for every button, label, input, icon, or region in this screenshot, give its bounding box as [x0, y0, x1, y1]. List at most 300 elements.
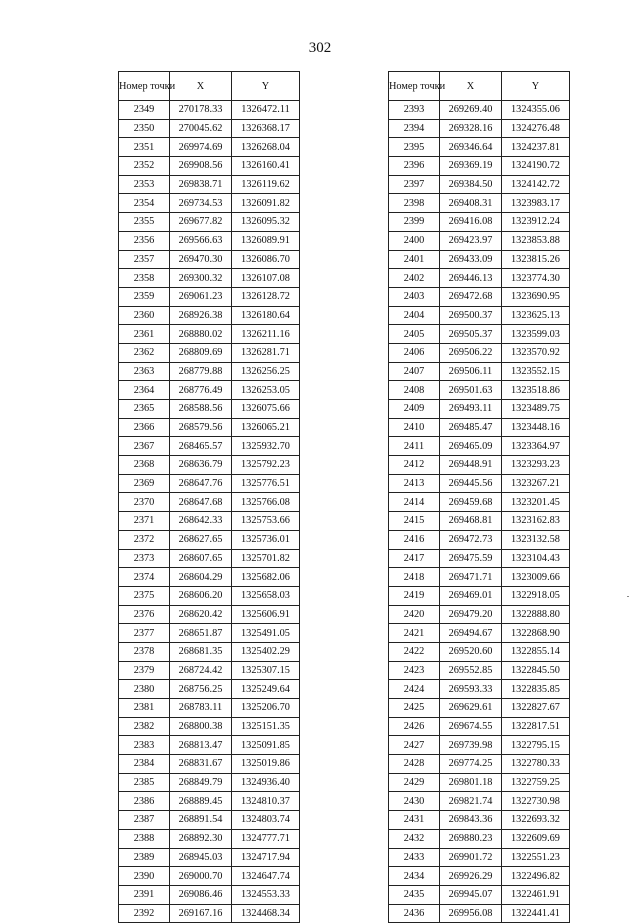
cell-point-number: 2390	[119, 867, 170, 886]
cell-y: 1323912.24	[502, 213, 570, 232]
cell-y: 1324647.74	[232, 867, 300, 886]
table-row	[389, 418, 570, 437]
cell-point-number: 2387	[119, 811, 170, 830]
cell-point-number: 2361	[119, 325, 170, 344]
cell-point-number: 2352	[119, 157, 170, 176]
table-row	[119, 437, 300, 456]
table-row	[389, 101, 570, 120]
table-row	[389, 661, 570, 680]
cell-y: 1325736.01	[232, 530, 300, 549]
cell-x: 269566.63	[170, 231, 232, 250]
cell-point-number: 2422	[389, 642, 440, 661]
cell-point-number: 2381	[119, 699, 170, 718]
cell-point-number: 2404	[389, 306, 440, 325]
cell-point-number: 2424	[389, 680, 440, 699]
cell-point-number: 2384	[119, 755, 170, 774]
cell-x: 269328.16	[440, 119, 502, 138]
cell-x: 268800.38	[170, 717, 232, 736]
table-row	[389, 605, 570, 624]
cell-x: 269269.40	[440, 101, 502, 120]
cell-x: 268642.33	[170, 512, 232, 531]
cell-point-number: 2423	[389, 661, 440, 680]
cell-x: 269472.68	[440, 287, 502, 306]
cell-x: 269801.18	[440, 773, 502, 792]
table-row	[119, 699, 300, 718]
cell-point-number: 2368	[119, 456, 170, 475]
cell-x: 269485.47	[440, 418, 502, 437]
table-row	[119, 549, 300, 568]
cell-x: 269475.59	[440, 549, 502, 568]
table-row	[389, 699, 570, 718]
cell-y: 1322759.25	[502, 773, 570, 792]
table-row	[389, 848, 570, 867]
cell-point-number: 2426	[389, 717, 440, 736]
table-row	[389, 157, 570, 176]
table-row	[119, 119, 300, 138]
cell-point-number: 2431	[389, 811, 440, 830]
cell-point-number: 2400	[389, 231, 440, 250]
cell-point-number: 2380	[119, 680, 170, 699]
cell-point-number: 2413	[389, 474, 440, 493]
cell-y: 1325932.70	[232, 437, 300, 456]
cell-point-number: 2428	[389, 755, 440, 774]
cell-y: 1324190.72	[502, 157, 570, 176]
cell-y: 1325776.51	[232, 474, 300, 493]
table-row	[119, 101, 300, 120]
table-row	[389, 250, 570, 269]
cell-y: 1325249.64	[232, 680, 300, 699]
cell-x: 268606.20	[170, 586, 232, 605]
cell-x: 268809.69	[170, 343, 232, 362]
table-row	[119, 680, 300, 699]
cell-x: 269433.09	[440, 250, 502, 269]
cell-point-number: 2425	[389, 699, 440, 718]
cell-point-number: 2362	[119, 343, 170, 362]
cell-y: 1324777.71	[232, 829, 300, 848]
table-row	[389, 400, 570, 419]
cell-point-number: 2429	[389, 773, 440, 792]
cell-y: 1326119.62	[232, 175, 300, 194]
cell-x: 269465.09	[440, 437, 502, 456]
cell-x: 269593.33	[440, 680, 502, 699]
cell-y: 1326368.17	[232, 119, 300, 138]
cell-x: 269061.23	[170, 287, 232, 306]
cell-y: 1322795.15	[502, 736, 570, 755]
cell-point-number: 2359	[119, 287, 170, 306]
cell-point-number: 2399	[389, 213, 440, 232]
cell-y: 1323364.97	[502, 437, 570, 456]
cell-x: 269739.98	[440, 736, 502, 755]
cell-y: 1322551.23	[502, 848, 570, 867]
cell-x: 269945.07	[440, 885, 502, 904]
table-row	[389, 811, 570, 830]
cell-point-number: 2408	[389, 381, 440, 400]
table-row	[389, 530, 570, 549]
cell-y: 1323201.45	[502, 493, 570, 512]
cell-x: 268627.65	[170, 530, 232, 549]
cell-y: 1323293.23	[502, 456, 570, 475]
cell-x: 268783.11	[170, 699, 232, 718]
cell-point-number: 2401	[389, 250, 440, 269]
cell-y: 1322730.98	[502, 792, 570, 811]
cell-y: 1322609.69	[502, 829, 570, 848]
table-row	[119, 512, 300, 531]
cell-y: 1322845.50	[502, 661, 570, 680]
cell-y: 1323570.92	[502, 343, 570, 362]
cell-point-number: 2351	[119, 138, 170, 157]
cell-point-number: 2370	[119, 493, 170, 512]
cell-y: 1325792.23	[232, 456, 300, 475]
table-row	[389, 512, 570, 531]
table-row	[389, 773, 570, 792]
cell-y: 1326107.08	[232, 269, 300, 288]
cell-y: 1326095.32	[232, 213, 300, 232]
cell-y: 1324355.06	[502, 101, 570, 120]
cell-x: 269423.97	[440, 231, 502, 250]
table-header-row	[119, 72, 300, 101]
cell-point-number: 2386	[119, 792, 170, 811]
cell-y: 1326065.21	[232, 418, 300, 437]
cell-point-number: 2393	[389, 101, 440, 120]
table-row	[389, 269, 570, 288]
cell-point-number: 2435	[389, 885, 440, 904]
cell-x: 268620.42	[170, 605, 232, 624]
cell-x: 269468.81	[440, 512, 502, 531]
table-row	[119, 456, 300, 475]
cell-point-number: 2432	[389, 829, 440, 848]
cell-x: 269506.22	[440, 343, 502, 362]
cell-point-number: 2389	[119, 848, 170, 867]
cell-point-number: 2372	[119, 530, 170, 549]
cell-y: 1326211.16	[232, 325, 300, 344]
table-row	[119, 773, 300, 792]
cell-y: 1324803.74	[232, 811, 300, 830]
table-row	[119, 586, 300, 605]
cell-point-number: 2385	[119, 773, 170, 792]
table-row	[119, 867, 300, 886]
cell-y: 1326089.91	[232, 231, 300, 250]
header-y: Y	[232, 72, 300, 101]
cell-point-number: 2376	[119, 605, 170, 624]
cell-y: 1325091.85	[232, 736, 300, 755]
table-row	[119, 325, 300, 344]
cell-y: 1323162.83	[502, 512, 570, 531]
cell-y: 1322888.80	[502, 605, 570, 624]
cell-y: 1322441.41	[502, 904, 570, 923]
table-row	[389, 138, 570, 157]
cell-point-number: 2397	[389, 175, 440, 194]
table-row	[389, 175, 570, 194]
cell-y: 1324237.81	[502, 138, 570, 157]
cell-x: 268724.42	[170, 661, 232, 680]
cell-x: 268813.47	[170, 736, 232, 755]
cell-point-number: 2382	[119, 717, 170, 736]
cell-x: 269926.29	[440, 867, 502, 886]
cell-y: 1323518.86	[502, 381, 570, 400]
cell-point-number: 2433	[389, 848, 440, 867]
cell-y: 1323009.66	[502, 568, 570, 587]
cell-y: 1323104.43	[502, 549, 570, 568]
table-row	[119, 157, 300, 176]
table-row	[389, 343, 570, 362]
cell-point-number: 2434	[389, 867, 440, 886]
cell-x: 270178.33	[170, 101, 232, 120]
cell-point-number: 2417	[389, 549, 440, 568]
cell-point-number: 2366	[119, 418, 170, 437]
cell-x: 269167.16	[170, 904, 232, 923]
cell-x: 269843.36	[440, 811, 502, 830]
cell-x: 269901.72	[440, 848, 502, 867]
table-row	[389, 362, 570, 381]
cell-y: 1324142.72	[502, 175, 570, 194]
table-row	[119, 474, 300, 493]
cell-x: 268647.76	[170, 474, 232, 493]
cell-y: 1325402.29	[232, 642, 300, 661]
table-row	[389, 306, 570, 325]
cell-y: 1324717.94	[232, 848, 300, 867]
table-row	[119, 343, 300, 362]
cell-x: 268647.68	[170, 493, 232, 512]
cell-y: 1323690.95	[502, 287, 570, 306]
cell-x: 269470.30	[170, 250, 232, 269]
cell-x: 269974.69	[170, 138, 232, 157]
cell-point-number: 2396	[389, 157, 440, 176]
cell-y: 1322855.14	[502, 642, 570, 661]
cell-point-number: 2398	[389, 194, 440, 213]
table-row	[389, 213, 570, 232]
cell-x: 269459.68	[440, 493, 502, 512]
cell-x: 269677.82	[170, 213, 232, 232]
cell-point-number: 2418	[389, 568, 440, 587]
table-row	[389, 194, 570, 213]
cell-x: 268892.30	[170, 829, 232, 848]
cell-x: 269520.60	[440, 642, 502, 661]
cell-x: 269734.53	[170, 194, 232, 213]
table-row	[389, 325, 570, 344]
cell-x: 268579.56	[170, 418, 232, 437]
table-row	[119, 848, 300, 867]
header-x: X	[170, 72, 232, 101]
header-point-number: Номер точки	[119, 72, 170, 101]
cell-y: 1326472.11	[232, 101, 300, 120]
table-row	[119, 138, 300, 157]
cell-x: 269629.61	[440, 699, 502, 718]
cell-y: 1325766.08	[232, 493, 300, 512]
cell-y: 1325151.35	[232, 717, 300, 736]
cell-x: 269505.37	[440, 325, 502, 344]
table-header-row	[389, 72, 570, 101]
table-row	[389, 736, 570, 755]
cell-y: 1322496.82	[502, 867, 570, 886]
cell-y: 1322835.85	[502, 680, 570, 699]
cell-point-number: 2395	[389, 138, 440, 157]
cell-y: 1324468.34	[232, 904, 300, 923]
cell-x: 269956.08	[440, 904, 502, 923]
cell-point-number: 2357	[119, 250, 170, 269]
cell-y: 1322461.91	[502, 885, 570, 904]
cell-y: 1322693.32	[502, 811, 570, 830]
cell-x: 268681.35	[170, 642, 232, 661]
cell-x: 269300.32	[170, 269, 232, 288]
table-row	[119, 231, 300, 250]
cell-point-number: 2419	[389, 586, 440, 605]
table-row	[119, 269, 300, 288]
cell-point-number: 2407	[389, 362, 440, 381]
cell-x: 268756.25	[170, 680, 232, 699]
table-row	[389, 474, 570, 493]
cell-y: 1326268.04	[232, 138, 300, 157]
cell-x: 269479.20	[440, 605, 502, 624]
cell-x: 269408.31	[440, 194, 502, 213]
cell-x: 269086.46	[170, 885, 232, 904]
cell-point-number: 2410	[389, 418, 440, 437]
cell-x: 269500.37	[440, 306, 502, 325]
cell-y: 1323267.21	[502, 474, 570, 493]
cell-point-number: 2355	[119, 213, 170, 232]
cell-y: 1326253.05	[232, 381, 300, 400]
cell-x: 269821.74	[440, 792, 502, 811]
cell-x: 268779.88	[170, 362, 232, 381]
table-row	[119, 642, 300, 661]
cell-x: 268636.79	[170, 456, 232, 475]
cell-y: 1326281.71	[232, 343, 300, 362]
table-row	[389, 568, 570, 587]
cell-point-number: 2394	[389, 119, 440, 138]
table-row	[389, 885, 570, 904]
cell-y: 1323853.88	[502, 231, 570, 250]
cell-x: 268891.54	[170, 811, 232, 830]
table-row	[389, 586, 570, 605]
table-row	[119, 624, 300, 643]
cell-y: 1324936.40	[232, 773, 300, 792]
cell-point-number: 2364	[119, 381, 170, 400]
cell-point-number: 2378	[119, 642, 170, 661]
cell-point-number: 2354	[119, 194, 170, 213]
cell-point-number: 2430	[389, 792, 440, 811]
page-number: 302	[308, 40, 332, 56]
cell-y: 1322817.51	[502, 717, 570, 736]
cell-point-number: 2391	[119, 885, 170, 904]
cell-point-number: 2383	[119, 736, 170, 755]
cell-point-number: 2375	[119, 586, 170, 605]
cell-point-number: 2405	[389, 325, 440, 344]
cell-y: 1322780.33	[502, 755, 570, 774]
table-row	[119, 755, 300, 774]
table-row	[119, 736, 300, 755]
cell-point-number: 2353	[119, 175, 170, 194]
table-row	[119, 287, 300, 306]
table-row	[119, 885, 300, 904]
table-row	[389, 231, 570, 250]
table-row	[119, 306, 300, 325]
table-row	[119, 568, 300, 587]
cell-point-number: 2412	[389, 456, 440, 475]
cell-y: 1325701.82	[232, 549, 300, 568]
cell-x: 268465.57	[170, 437, 232, 456]
cell-x: 269908.56	[170, 157, 232, 176]
cell-point-number: 2414	[389, 493, 440, 512]
cell-x: 269880.23	[440, 829, 502, 848]
table-row	[119, 904, 300, 923]
coordinates-table-right	[388, 71, 570, 923]
cell-point-number: 2415	[389, 512, 440, 531]
cell-point-number: 2420	[389, 605, 440, 624]
cell-x: 268926.38	[170, 306, 232, 325]
cell-x: 269469.01	[440, 586, 502, 605]
table-row	[389, 549, 570, 568]
cell-point-number: 2411	[389, 437, 440, 456]
cell-y: 1326075.66	[232, 400, 300, 419]
cell-x: 269445.56	[440, 474, 502, 493]
coordinates-table-left	[118, 71, 300, 923]
cell-y: 1326128.72	[232, 287, 300, 306]
cell-y: 1323815.26	[502, 250, 570, 269]
cell-x: 269448.91	[440, 456, 502, 475]
cell-x: 269384.50	[440, 175, 502, 194]
table-row	[119, 605, 300, 624]
cell-y: 1325753.66	[232, 512, 300, 531]
cell-point-number: 2365	[119, 400, 170, 419]
cell-x: 269494.67	[440, 624, 502, 643]
table-row	[389, 624, 570, 643]
table-row	[389, 680, 570, 699]
cell-y: 1325019.86	[232, 755, 300, 774]
table-row	[389, 381, 570, 400]
cell-y: 1322918.05	[502, 586, 570, 605]
table-row	[119, 250, 300, 269]
cell-x: 269000.70	[170, 867, 232, 886]
cell-point-number: 2358	[119, 269, 170, 288]
cell-point-number: 2373	[119, 549, 170, 568]
table-row	[389, 904, 570, 923]
table-row	[119, 829, 300, 848]
cell-point-number: 2421	[389, 624, 440, 643]
cell-x: 268604.29	[170, 568, 232, 587]
cell-point-number: 2388	[119, 829, 170, 848]
header-y: Y	[502, 72, 570, 101]
table-row	[119, 717, 300, 736]
cell-y: 1325491.05	[232, 624, 300, 643]
cell-y: 1324810.37	[232, 792, 300, 811]
cell-point-number: 2350	[119, 119, 170, 138]
cell-point-number: 2427	[389, 736, 440, 755]
table-row	[119, 493, 300, 512]
cell-x: 269506.11	[440, 362, 502, 381]
table-row	[119, 400, 300, 419]
cell-point-number: 2416	[389, 530, 440, 549]
cell-x: 268945.03	[170, 848, 232, 867]
cell-y: 1323983.17	[502, 194, 570, 213]
cell-x: 269471.71	[440, 568, 502, 587]
cell-x: 270045.62	[170, 119, 232, 138]
cell-x: 268889.45	[170, 792, 232, 811]
cell-x: 269416.08	[440, 213, 502, 232]
cell-y: 1322827.67	[502, 699, 570, 718]
table-row	[119, 661, 300, 680]
cell-y: 1325606.91	[232, 605, 300, 624]
table-row	[389, 755, 570, 774]
cell-y: 1323625.13	[502, 306, 570, 325]
cell-point-number: 2392	[119, 904, 170, 923]
cell-x: 268607.65	[170, 549, 232, 568]
cell-y: 1326091.82	[232, 194, 300, 213]
cell-x: 269501.63	[440, 381, 502, 400]
header-x: X	[440, 72, 502, 101]
cell-x: 269346.64	[440, 138, 502, 157]
cell-y: 1326160.41	[232, 157, 300, 176]
cell-x: 269446.13	[440, 269, 502, 288]
cell-y: 1326180.64	[232, 306, 300, 325]
